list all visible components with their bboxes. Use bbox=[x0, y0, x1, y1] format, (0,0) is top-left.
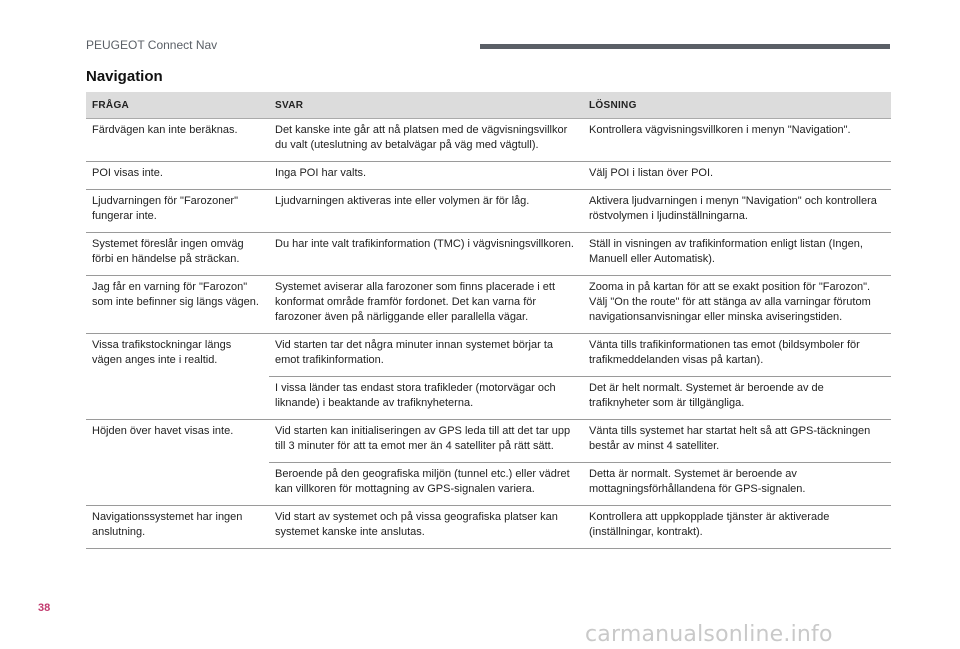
question-cell: Vissa trafikstockningar längs vägen anges inte i realtid. bbox=[86, 334, 269, 420]
answer-cell: Systemet aviserar alla farozoner som finns placerade i ett konformat område framför fordonet. Det kan varna för farozoner även på närliggande eller parallella vägar. bbox=[269, 276, 583, 334]
solution-cell: Det är helt normalt. Systemet är beroende av de trafiknyheter som är tillgängliga. bbox=[583, 377, 891, 420]
solution-cell: Ställ in visningen av trafikinformation enligt listan (Ingen, Manuell eller Automatisk). bbox=[583, 233, 891, 276]
watermark: carmanualsonline.info bbox=[585, 622, 833, 647]
faq-table bbox=[86, 92, 891, 549]
solution-cell: Välj POI i listan över POI. bbox=[583, 162, 891, 190]
solution-cell: Vänta tills systemet har startat helt så att GPS-täckningen består av minst 4 satelliter. bbox=[583, 420, 891, 463]
answer-cell: Inga POI har valts. bbox=[269, 162, 583, 190]
question-cell: Navigationssystemet har ingen anslutning. bbox=[86, 506, 269, 549]
answer-cell: Vid starten kan initialiseringen av GPS leda till att det tar upp till 3 minuter för att ta emot mer än 4 satelliter på rätt sätt. bbox=[269, 420, 583, 463]
answer-cell: Vid starten tar det några minuter innan systemet börjar ta emot trafikinformation. bbox=[269, 334, 583, 377]
table-header-row bbox=[86, 92, 891, 119]
table-row bbox=[86, 420, 891, 463]
section-title: Navigation bbox=[86, 68, 163, 85]
column-header-question: FRÅGA bbox=[86, 92, 269, 119]
solution-cell: Aktivera ljudvarningen i menyn "Navigation" och kontrollera röstvolymen i ljudinställningarna. bbox=[583, 190, 891, 233]
page-number: 38 bbox=[38, 602, 51, 614]
answer-cell: I vissa länder tas endast stora trafikleder (motorvägar och liknande) i beaktande av trafiknyheterna. bbox=[269, 377, 583, 420]
question-cell: Höjden över havet visas inte. bbox=[86, 420, 269, 506]
table-row bbox=[86, 233, 891, 276]
table-row bbox=[86, 190, 891, 233]
table-row bbox=[86, 506, 891, 549]
table-row bbox=[86, 162, 891, 190]
answer-cell: Vid start av systemet och på vissa geografiska platser kan systemet kanske inte anslutas. bbox=[269, 506, 583, 549]
question-cell: Ljudvarningen för "Farozoner" fungerar inte. bbox=[86, 190, 269, 233]
answer-cell: Det kanske inte går att nå platsen med de vägvisningsvillkor du valt (uteslutning av betalvägar på väg med vägtull). bbox=[269, 119, 583, 162]
answer-cell: Beroende på den geografiska miljön (tunnel etc.) eller vädret kan villkoren för mottagning av GPS-signalen variera. bbox=[269, 463, 583, 506]
question-cell: Jag får en varning för "Farozon" som inte befinner sig längs vägen. bbox=[86, 276, 269, 334]
answer-cell: Ljudvarningen aktiveras inte eller volymen är för låg. bbox=[269, 190, 583, 233]
manual-title: PEUGEOT Connect Nav bbox=[86, 38, 218, 52]
solution-cell: Detta är normalt. Systemet är beroende av mottagningsförhållandena för GPS-signalen. bbox=[583, 463, 891, 506]
solution-cell: Zooma in på kartan för att se exakt position för "Farozon". Välj "On the route" för att stänga av alla varningar förutom navigationsanvisningar eller minska aviseringstiden. bbox=[583, 276, 891, 334]
column-header-solution: LÖSNING bbox=[583, 92, 891, 119]
table-row bbox=[86, 334, 891, 377]
question-cell: POI visas inte. bbox=[86, 162, 269, 190]
column-header-answer: SVAR bbox=[269, 92, 583, 119]
answer-cell: Du har inte valt trafikinformation (TMC) i vägvisningsvillkoren. bbox=[269, 233, 583, 276]
question-cell: Systemet föreslår ingen omväg förbi en händelse på sträckan. bbox=[86, 233, 269, 276]
header-bar bbox=[480, 44, 890, 49]
solution-cell: Kontrollera vägvisningsvillkoren i menyn "Navigation". bbox=[583, 119, 891, 162]
table-row bbox=[86, 119, 891, 162]
table-row bbox=[86, 276, 891, 334]
solution-cell: Kontrollera att uppkopplade tjänster är aktiverade (inställningar, kontrakt). bbox=[583, 506, 891, 549]
solution-cell: Vänta tills trafikinformationen tas emot (bildsymboler för trafikmeddelanden visas på kartan). bbox=[583, 334, 891, 377]
question-cell: Färdvägen kan inte beräknas. bbox=[86, 119, 269, 162]
